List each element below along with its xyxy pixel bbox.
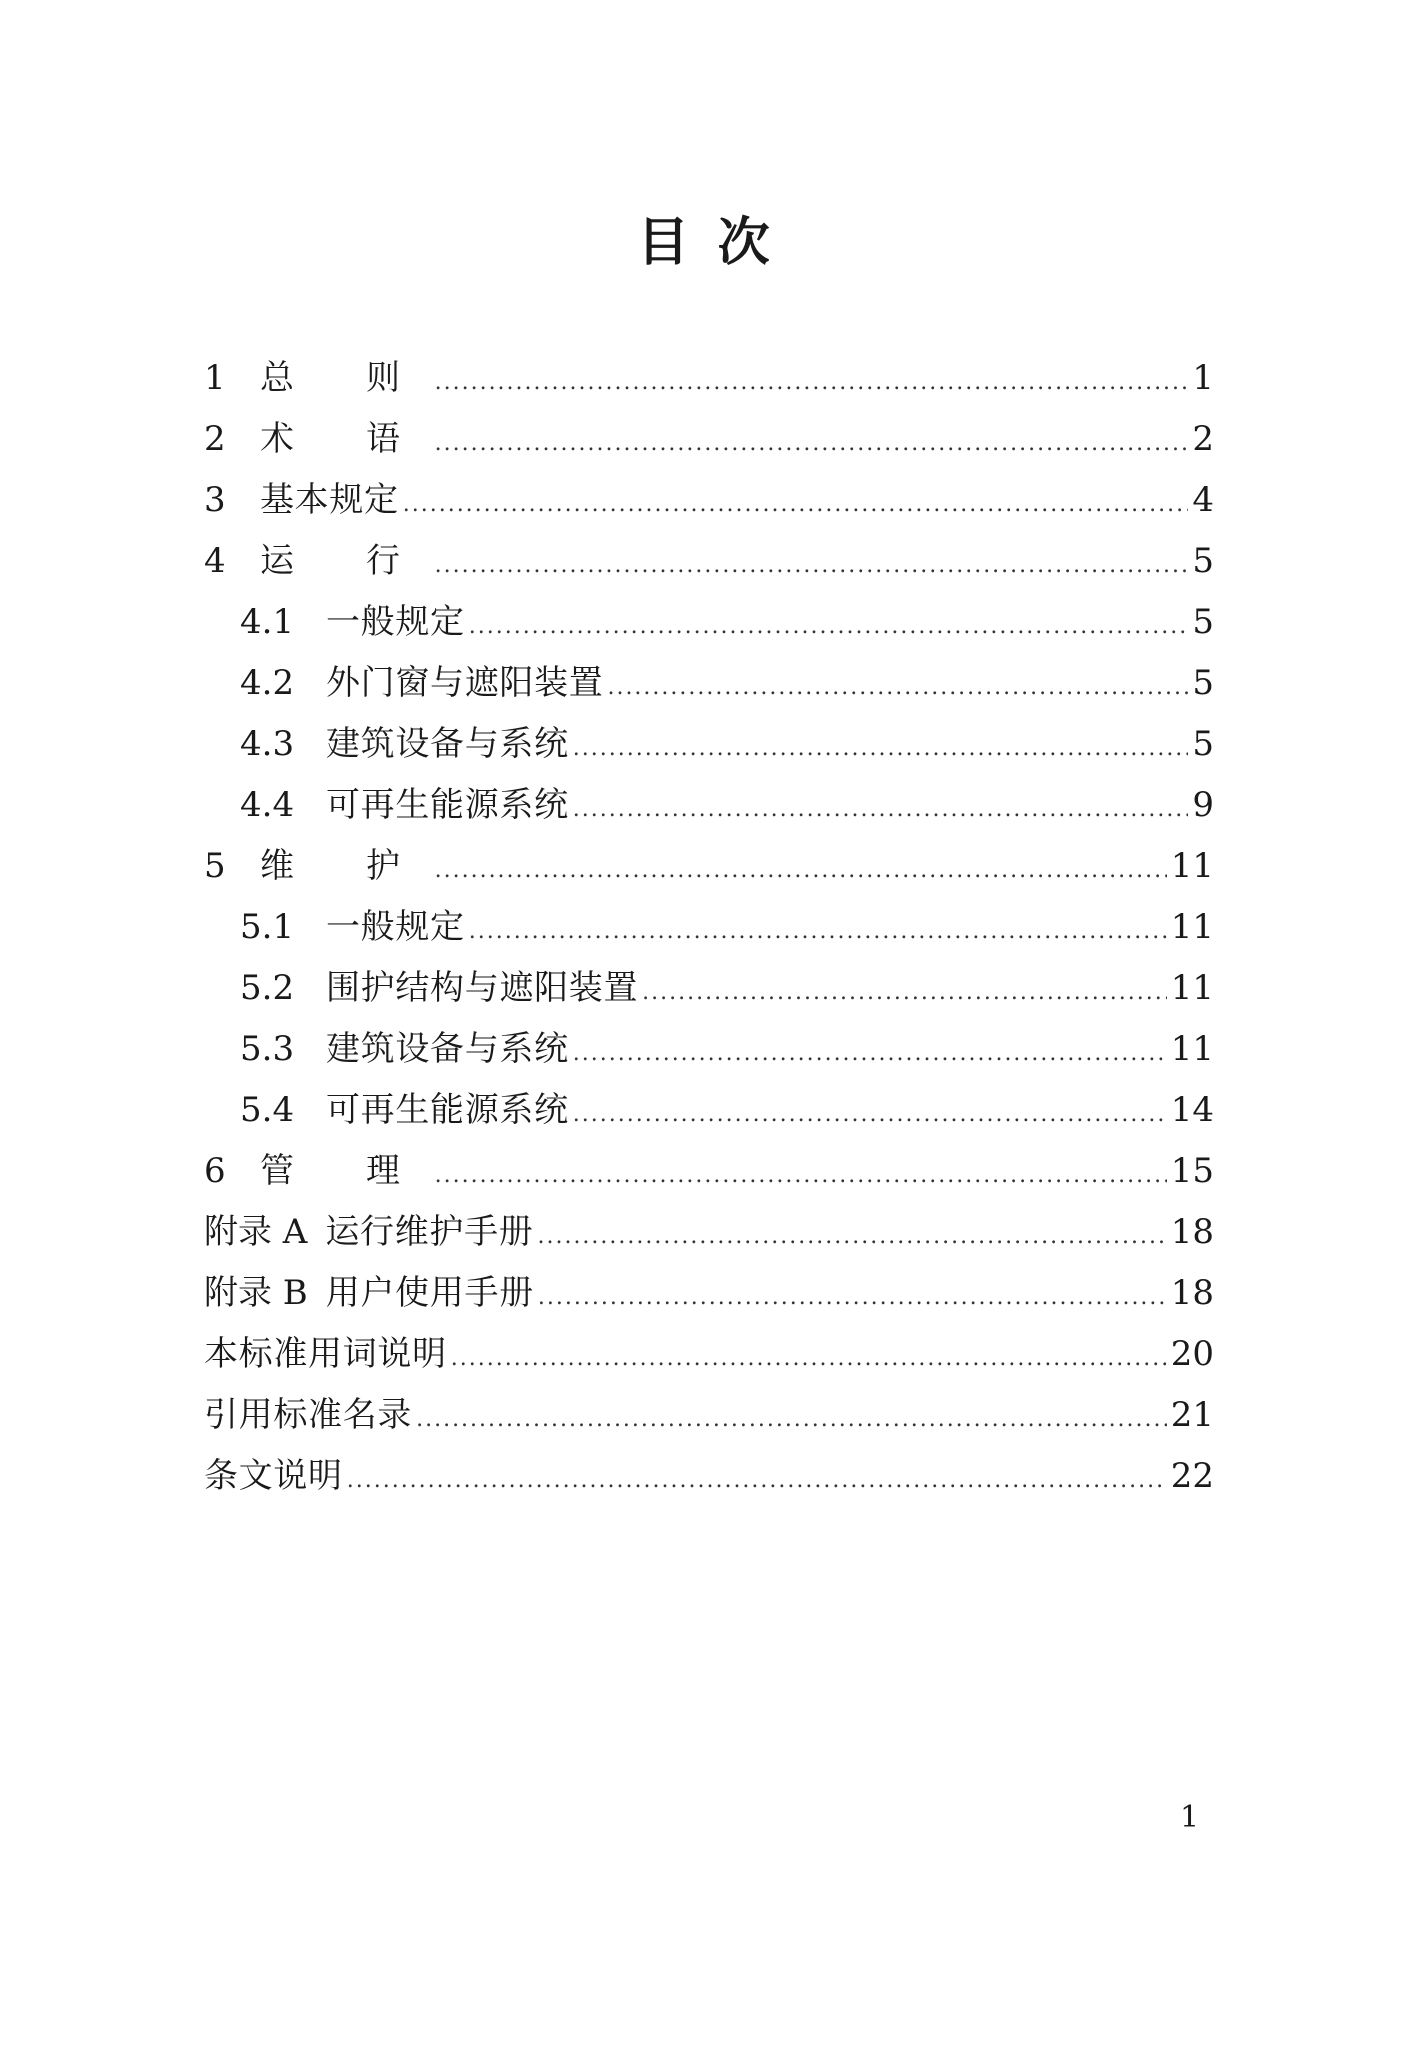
- toc-entry-title: 引用标准名录: [204, 1395, 413, 1435]
- toc-subentry[interactable]: [204, 897, 1214, 958]
- dot-leader: [573, 1084, 1167, 1145]
- toc-entry-title: 可再生能源系统: [326, 785, 569, 825]
- toc-entry-number: 5.2: [240, 968, 295, 1008]
- toc-entry-title: 总 则: [260, 358, 431, 398]
- dot-leader: [573, 1023, 1167, 1084]
- toc-entry-title: 外门窗与遮阳装置: [326, 663, 604, 703]
- toc-entry-page: 18: [1170, 1212, 1214, 1252]
- dot-leader: [573, 779, 1189, 840]
- toc-entry-title: 运行维护手册: [325, 1212, 534, 1252]
- dot-leader: [642, 962, 1167, 1023]
- toc-entry-page: 15: [1170, 1151, 1214, 1191]
- toc-entry-number: 4.2: [240, 663, 295, 703]
- toc-entry[interactable]: [204, 1202, 1214, 1263]
- toc-entry-page: 22: [1170, 1456, 1214, 1496]
- toc-entry-number: 1: [204, 358, 226, 398]
- toc-entry-page: 9: [1192, 785, 1214, 825]
- toc-entry-page: 21: [1170, 1395, 1214, 1435]
- toc-entry-number: 5.4: [240, 1090, 295, 1130]
- toc-entry-title: 建筑设备与系统: [326, 724, 569, 764]
- toc-entry-page: 5: [1192, 541, 1214, 581]
- toc-entry-title: 用户使用手册: [325, 1273, 534, 1313]
- toc-entry-page: 5: [1192, 602, 1214, 642]
- toc-subentry[interactable]: [204, 958, 1214, 1019]
- dot-leader: [435, 535, 1189, 596]
- toc-entry-title: 可再生能源系统: [326, 1090, 569, 1130]
- toc-subentry[interactable]: [204, 1080, 1214, 1141]
- toc-entry[interactable]: [204, 836, 1214, 897]
- toc-entry-title: 建筑设备与系统: [326, 1029, 569, 1069]
- dot-leader: [435, 352, 1189, 413]
- toc-entry[interactable]: [204, 1141, 1214, 1202]
- toc-entry-title: 管 理: [260, 1151, 431, 1191]
- page-number: 1: [1180, 1800, 1200, 1835]
- toc-subentry[interactable]: [204, 1019, 1214, 1080]
- toc-entry-number: 附录 B: [204, 1273, 308, 1313]
- dot-leader: [416, 1389, 1167, 1450]
- toc-entry-page: 11: [1170, 846, 1214, 886]
- toc-subentry[interactable]: [204, 714, 1214, 775]
- toc-subentry[interactable]: [204, 592, 1214, 653]
- toc-entry-title: 围护结构与遮阳装置: [326, 968, 639, 1008]
- toc-entry[interactable]: [204, 470, 1214, 531]
- dot-leader: [573, 718, 1189, 779]
- toc-entry-title: 运 行: [260, 541, 431, 581]
- dot-leader: [607, 657, 1188, 718]
- toc-entry[interactable]: [204, 1263, 1214, 1324]
- toc-entry-title: 一般规定: [326, 907, 465, 947]
- toc-entry-title: 基本规定: [260, 480, 399, 520]
- toc-entry-number: 4.4: [240, 785, 295, 825]
- toc-entry-number: 3: [204, 480, 226, 520]
- toc-entry-number: 6: [204, 1151, 226, 1191]
- toc-entry-number: 4.3: [240, 724, 295, 764]
- toc-entry[interactable]: [204, 1446, 1214, 1507]
- toc-entry-number: 5: [204, 846, 226, 886]
- dot-leader: [435, 840, 1167, 901]
- toc-entry-page: 4: [1192, 480, 1214, 520]
- toc-entry-title: 维 护: [260, 846, 431, 886]
- dot-leader: [451, 1328, 1167, 1389]
- toc-entry[interactable]: [204, 531, 1214, 592]
- toc-entry-title: 术 语: [260, 419, 431, 459]
- toc-entry-number: 附录 A: [204, 1212, 308, 1252]
- toc-entry-title: 条文说明: [204, 1456, 343, 1496]
- toc-entry-page: 11: [1170, 968, 1214, 1008]
- toc-entry-number: 5.3: [240, 1029, 295, 1069]
- toc-entry-page: 5: [1192, 663, 1214, 703]
- toc-subentry[interactable]: [204, 775, 1214, 836]
- toc-entry-title: 一般规定: [326, 602, 465, 642]
- toc-entry[interactable]: [204, 348, 1214, 409]
- toc-entry[interactable]: [204, 409, 1214, 470]
- table-of-contents: [204, 348, 1214, 1507]
- toc-entry-page: 14: [1170, 1090, 1214, 1130]
- toc-entry-page: 2: [1192, 419, 1214, 459]
- toc-entry-page: 11: [1170, 1029, 1214, 1069]
- dot-leader: [347, 1450, 1167, 1511]
- toc-entry-page: 1: [1192, 358, 1214, 398]
- dot-leader: [403, 474, 1189, 535]
- page-title: 目 次: [637, 212, 775, 273]
- toc-entry-number: 2: [204, 419, 226, 459]
- toc-entry-page: 18: [1170, 1273, 1214, 1313]
- toc-entry-number: 4.1: [240, 602, 295, 642]
- toc-entry-number: 5.1: [240, 907, 295, 947]
- dot-leader: [469, 596, 1189, 657]
- dot-leader: [435, 413, 1189, 474]
- toc-entry-number: 4: [204, 541, 226, 581]
- toc-entry-page: 5: [1192, 724, 1214, 764]
- toc-entry-title: 本标准用词说明: [204, 1334, 447, 1374]
- toc-subentry[interactable]: [204, 653, 1214, 714]
- dot-leader: [538, 1267, 1167, 1328]
- toc-entry-page: 11: [1170, 907, 1214, 947]
- toc-entry[interactable]: [204, 1385, 1214, 1446]
- dot-leader: [537, 1206, 1166, 1267]
- toc-entry-page: 20: [1170, 1334, 1214, 1374]
- dot-leader: [435, 1145, 1167, 1206]
- dot-leader: [469, 901, 1167, 962]
- toc-entry[interactable]: [204, 1324, 1214, 1385]
